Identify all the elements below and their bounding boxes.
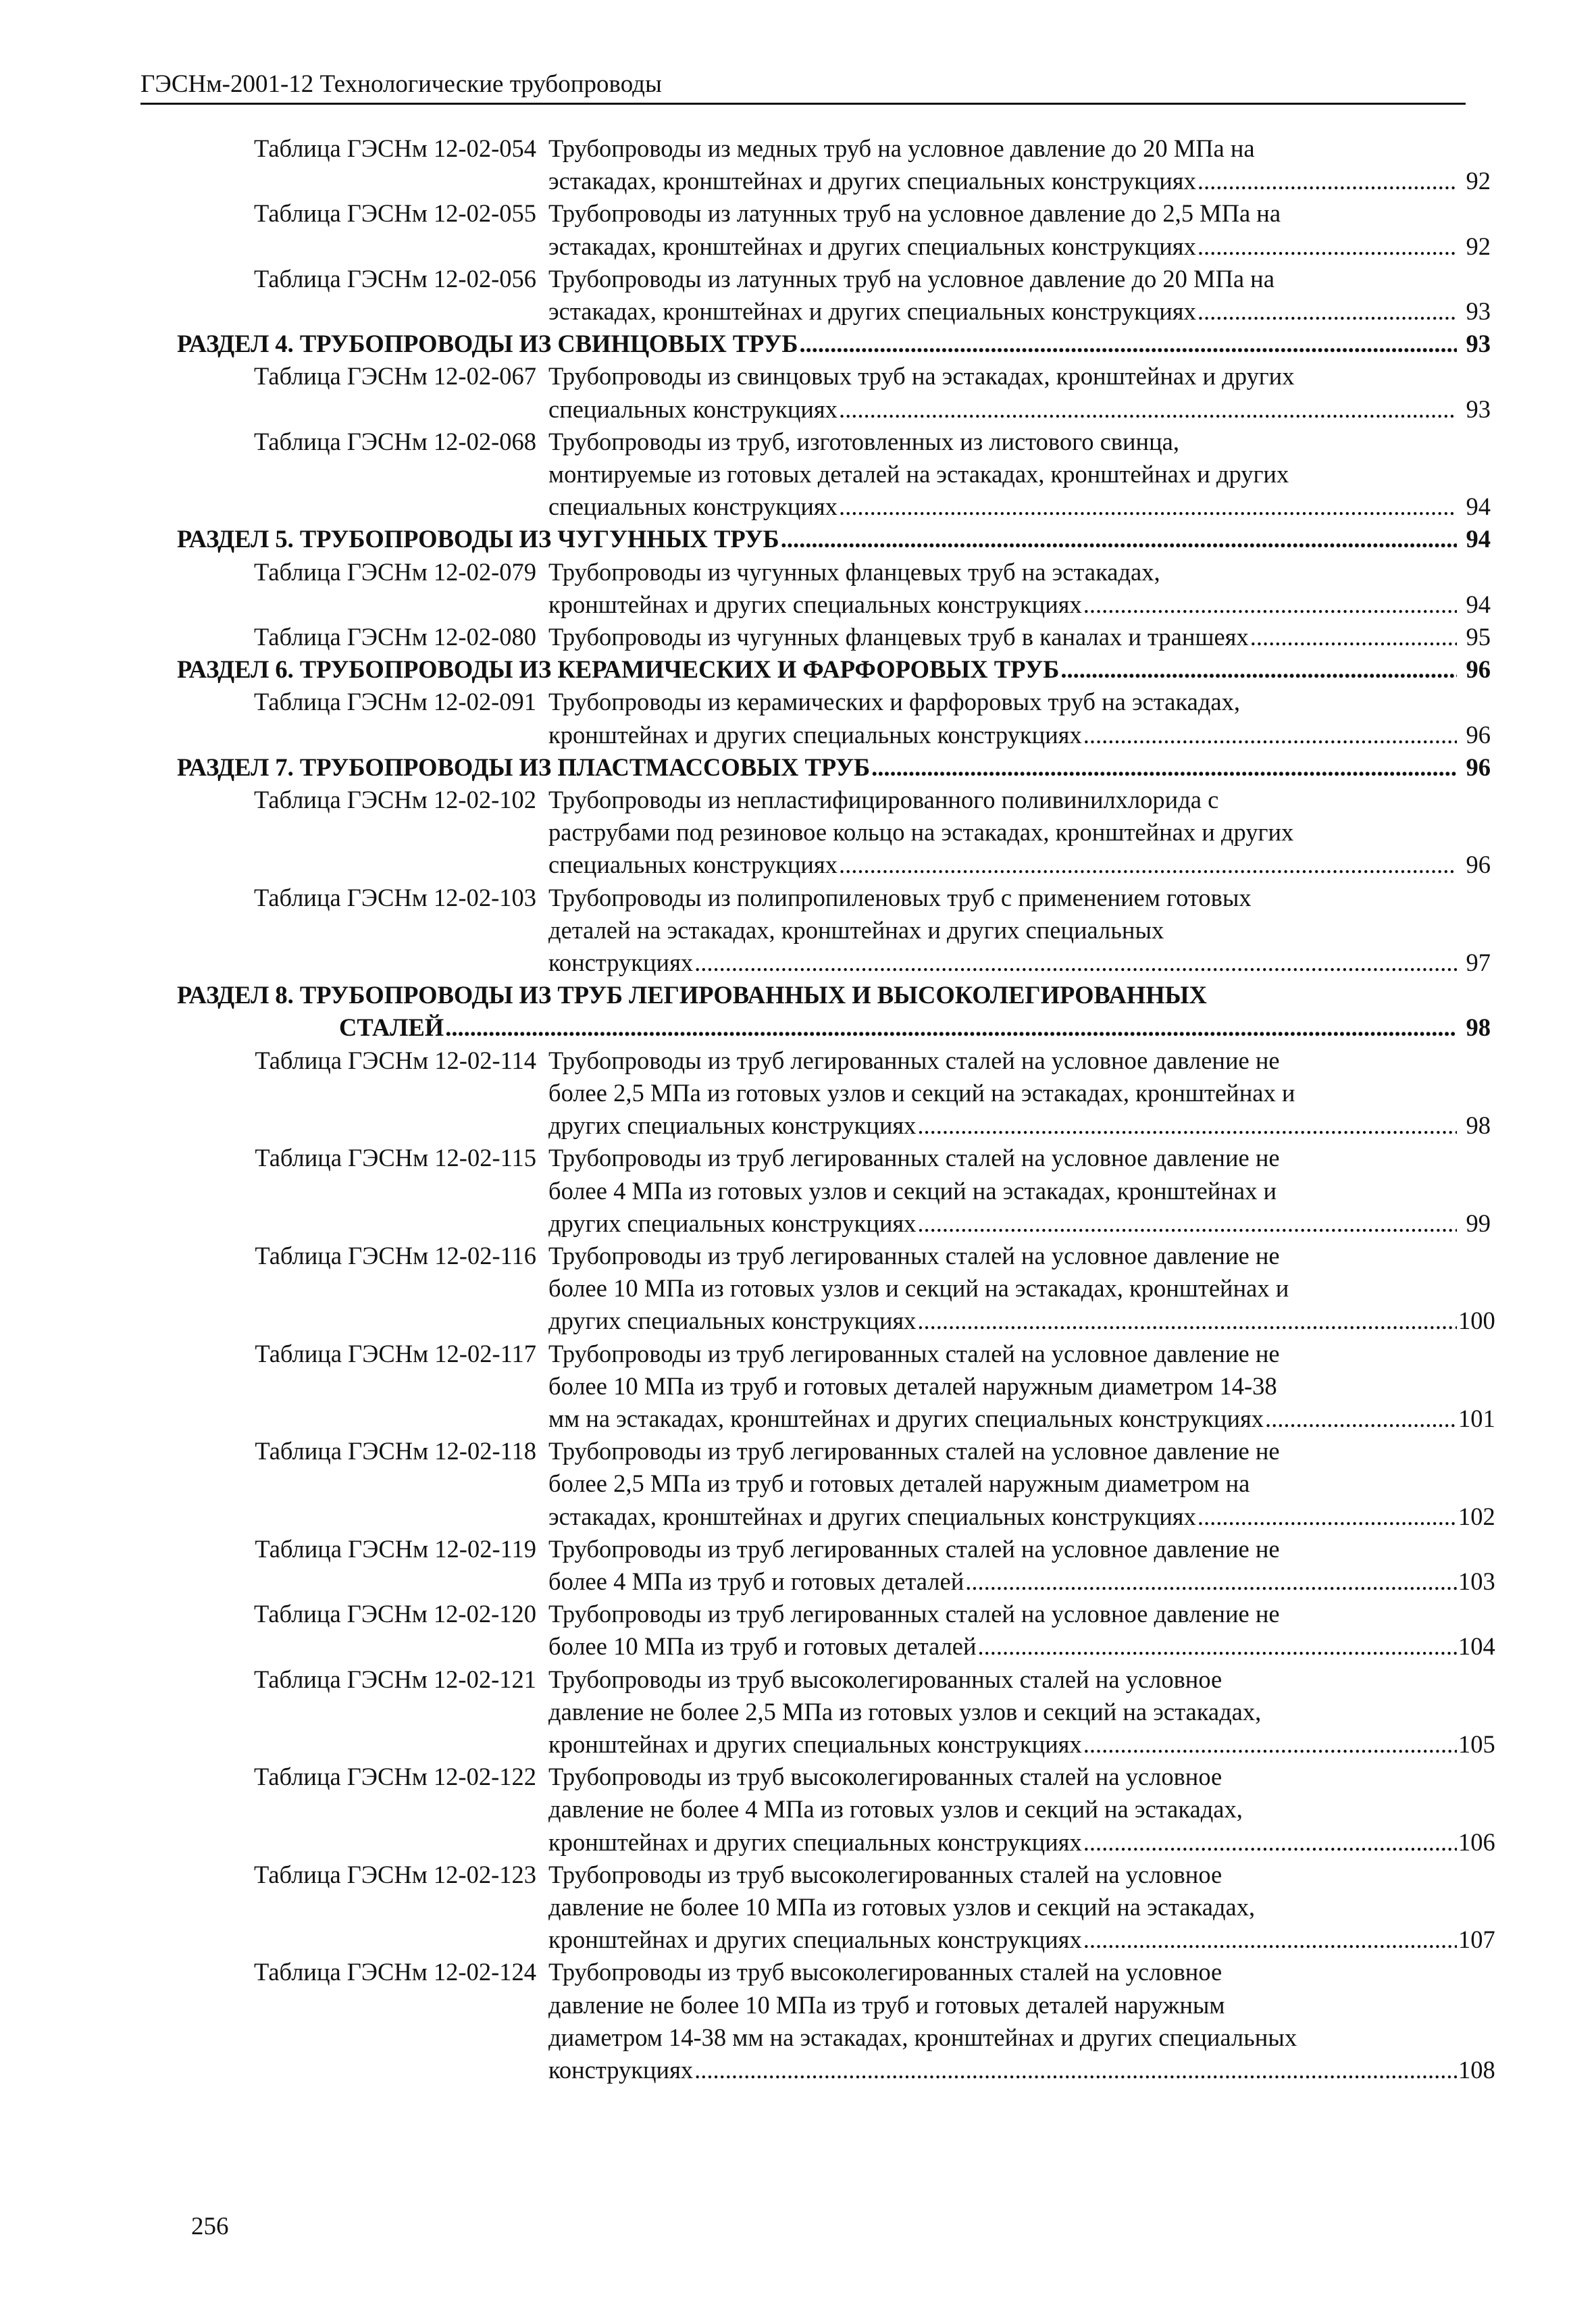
section-title-line: СТАЛЕЙ	[339, 1013, 444, 1042]
description-line: Трубопроводы из труб легированных сталей на условное давление не	[548, 1046, 1280, 1074]
toc-page-number: 94	[1466, 493, 1491, 521]
table-code: Таблица ГЭСНм 12-02-124	[253, 1958, 536, 1986]
toc-entry	[177, 1598, 1495, 1663]
table-description	[548, 882, 1491, 980]
dot-leader	[1083, 1728, 1457, 1761]
description-line: давление не более 2,5 МПа из готовых узлов и секций на эстакадах,	[548, 1697, 1262, 1726]
toc-entry	[177, 132, 1491, 197]
toc-entry	[177, 1663, 1495, 1761]
description-line: кронштейнах и других специальных конструкциях	[548, 590, 1082, 618]
toc-page-number: 101	[1458, 1404, 1495, 1432]
table-description	[548, 1045, 1491, 1142]
toc-entry	[177, 426, 1491, 524]
table-code: Таблица ГЭСНм 12-02-115	[255, 1144, 536, 1172]
section-title-line: РАЗДЕЛ 6. ТРУБОПРОВОДЫ ИЗ КЕРАМИЧЕСКИХ И ФАРФОРОВЫХ ТРУБ	[177, 655, 1060, 684]
dot-leader	[1198, 165, 1457, 197]
table-description	[548, 1956, 1495, 2086]
description-line: диаметром 14-38 мм на эстакадах, кронштейнах и других специальных	[548, 2023, 1297, 2051]
description-line: раструбами под резиновое кольцо на эстакадах, кронштейнах и других	[548, 818, 1294, 847]
description-line: конструкциях	[548, 949, 694, 977]
toc-page-number: 96	[1466, 720, 1491, 749]
description-line: Трубопроводы из латунных труб на условное давление до 2,5 МПа на	[548, 199, 1281, 228]
description-line: Трубопроводы из труб легированных сталей на условное давление не	[548, 1600, 1280, 1628]
description-line: конструкциях	[548, 2055, 694, 2084]
description-line: Трубопроводы из труб высоколегированных сталей на условное	[548, 1763, 1222, 1791]
description-line: Трубопроводы из труб легированных сталей на условное давление не	[548, 1437, 1280, 1465]
section-title-line: РАЗДЕЛ 7. ТРУБОПРОВОДЫ ИЗ ПЛАСТМАССОВЫХ ТРУБ	[177, 753, 871, 781]
header-title: ГЭСНм-2001-12 Технологические трубопроводы	[140, 70, 662, 98]
dot-leader	[1083, 719, 1457, 751]
description-line: Трубопроводы из труб легированных сталей на условное давление не	[548, 1241, 1280, 1269]
description-line: специальных конструкциях	[548, 493, 838, 521]
toc-section-heading	[177, 653, 1491, 686]
table-code: Таблица ГЭСНм 12-02-103	[253, 883, 536, 911]
dot-leader	[1198, 230, 1457, 263]
table-description	[548, 1533, 1495, 1598]
dot-leader	[839, 491, 1457, 523]
table-code: Таблица ГЭСНм 12-02-080	[253, 623, 536, 651]
dot-leader	[1250, 621, 1457, 653]
table-code: Таблица ГЭСНм 12-02-056	[253, 264, 536, 293]
toc-section-heading	[177, 979, 1491, 1044]
description-line: Трубопроводы из труб легированных сталей на условное давление не	[548, 1144, 1280, 1172]
dot-leader	[799, 328, 1457, 360]
description-line: более 10 МПа из готовых узлов и секций на эстакадах, кронштейнах и	[548, 1274, 1289, 1303]
toc-entry	[177, 1435, 1495, 1533]
description-line: более 2,5 МПа из готовых узлов и секций на эстакадах, кронштейнах и	[548, 1078, 1295, 1107]
table-description	[548, 556, 1491, 621]
dot-leader	[839, 849, 1457, 881]
table-code: Таблица ГЭСНм 12-02-122	[253, 1763, 536, 1791]
table-description	[548, 1435, 1495, 1533]
toc-page-number: 96	[1466, 753, 1491, 781]
description-line: Трубопроводы из труб, изготовленных из листового свинца,	[548, 427, 1179, 455]
dot-leader	[839, 393, 1457, 426]
table-of-contents	[177, 132, 1495, 2086]
dot-leader	[917, 1109, 1457, 1142]
description-line: эстакадах, кронштейнах и других специальных конструкциях	[548, 1502, 1196, 1530]
table-description	[548, 132, 1491, 197]
description-line: кронштейнах и других специальных конструкциях	[548, 1926, 1082, 1954]
toc-page-number: 94	[1466, 525, 1491, 553]
description-line: деталей на эстакадах, кронштейнах и других специальных	[548, 915, 1164, 944]
section-title-line: РАЗДЕЛ 8. ТРУБОПРОВОДЫ ИЗ ТРУБ ЛЕГИРОВАННЫХ И ВЫСОКОЛЕГИРОВАННЫХ	[177, 981, 1207, 1009]
table-description	[548, 426, 1491, 524]
table-code: Таблица ГЭСНм 12-02-114	[255, 1046, 536, 1074]
description-line: эстакадах, кронштейнах и других специальных конструкциях	[548, 297, 1196, 326]
table-code: Таблица ГЭСНм 12-02-116	[255, 1241, 536, 1269]
toc-entry	[177, 263, 1491, 328]
table-description	[548, 1859, 1495, 1957]
toc-entry	[177, 556, 1491, 621]
toc-page-number: 98	[1466, 1111, 1491, 1140]
dot-leader	[965, 1565, 1457, 1598]
toc-page-number: 97	[1466, 949, 1491, 977]
dot-leader	[694, 2054, 1457, 2086]
table-description	[548, 263, 1491, 328]
description-line: более 4 МПа из труб и готовых деталей	[548, 1567, 964, 1595]
description-line: кронштейнах и других специальных конструкциях	[548, 1828, 1082, 1856]
description-line: давление не более 10 МПа из готовых узлов и секций на эстакадах,	[548, 1892, 1256, 1921]
dot-leader	[917, 1207, 1457, 1240]
toc-page-number: 106	[1458, 1828, 1495, 1856]
description-line: более 10 МПа из труб и готовых деталей	[548, 1632, 977, 1661]
toc-entry	[177, 1956, 1495, 2086]
description-line: давление не более 4 МПа из готовых узлов и секций на эстакадах,	[548, 1795, 1243, 1823]
toc-entry	[177, 621, 1491, 653]
table-code: Таблица ГЭСНм 12-02-102	[253, 786, 536, 814]
toc-section-heading	[177, 328, 1491, 360]
description-line: Трубопроводы из свинцовых труб на эстакадах, кронштейнах и других	[548, 362, 1295, 391]
description-line: эстакадах, кронштейнах и других специальных конструкциях	[548, 167, 1196, 195]
table-description	[548, 784, 1491, 882]
description-line: специальных конструкциях	[548, 395, 838, 423]
toc-page-number: 96	[1466, 851, 1491, 879]
description-line: Трубопроводы из керамических и фарфоровых труб на эстакадах,	[548, 688, 1240, 716]
description-line: Трубопроводы из чугунных фланцевых труб в каналах и траншеях	[548, 623, 1249, 651]
table-description	[548, 1142, 1491, 1240]
toc-entry	[177, 1045, 1491, 1142]
description-line: давление не более 10 МПа из труб и готовых деталей наружным	[548, 1990, 1225, 2019]
description-line: более 2,5 МПа из труб и готовых деталей наружным диаметром на	[548, 1469, 1250, 1498]
toc-page-number: 92	[1466, 232, 1491, 260]
dot-leader	[978, 1630, 1457, 1663]
description-line: других специальных конструкциях	[548, 1209, 917, 1237]
table-code: Таблица ГЭСНм 12-02-119	[255, 1534, 536, 1563]
table-description	[548, 1598, 1495, 1663]
description-line: кронштейнах и других специальных конструкциях	[548, 1730, 1082, 1758]
dot-leader	[694, 947, 1457, 979]
dot-leader	[445, 1011, 1457, 1044]
toc-page-number: 96	[1466, 655, 1491, 684]
toc-page-number: 107	[1458, 1926, 1495, 1954]
toc-page-number: 99	[1466, 1209, 1491, 1237]
toc-page-number: 105	[1458, 1730, 1495, 1758]
toc-page-number: 93	[1466, 330, 1491, 358]
description-line: Трубопроводы из чугунных фланцевых труб на эстакадах,	[548, 557, 1160, 586]
toc-section-heading	[177, 523, 1491, 555]
description-line: Трубопроводы из непластифицированного поливинилхлорида с	[548, 786, 1219, 814]
table-description	[548, 197, 1491, 262]
table-code: Таблица ГЭСНм 12-02-117	[255, 1339, 536, 1367]
toc-entry	[177, 1240, 1495, 1338]
description-line: других специальных конструкциях	[548, 1111, 917, 1140]
dot-leader	[1060, 653, 1457, 686]
description-line: Трубопроводы из медных труб на условное давление до 20 МПа на	[548, 134, 1255, 162]
table-code: Таблица ГЭСНм 12-02-067	[253, 362, 536, 391]
toc-entry	[177, 360, 1491, 425]
section-title-line: РАЗДЕЛ 5. ТРУБОПРОВОДЫ ИЗ ЧУГУННЫХ ТРУБ	[177, 525, 779, 553]
toc-entry	[177, 197, 1491, 262]
description-line: более 10 МПа из труб и готовых деталей наружным диаметром 14-38	[548, 1372, 1277, 1400]
description-line: Трубопроводы из труб высоколегированных сталей на условное	[548, 1860, 1222, 1888]
dot-leader	[871, 751, 1457, 784]
toc-entry	[177, 1761, 1495, 1859]
toc-page-number: 98	[1466, 1013, 1491, 1042]
description-line: мм на эстакадах, кронштейнах и других специальных конструкциях	[548, 1404, 1264, 1432]
dot-leader	[781, 523, 1457, 555]
table-description	[548, 621, 1491, 653]
toc-page-number: 108	[1458, 2055, 1495, 2084]
toc-entry	[177, 784, 1491, 882]
toc-page-number: 93	[1466, 395, 1491, 423]
table-description	[548, 1240, 1495, 1338]
table-code: Таблица ГЭСНм 12-02-079	[253, 557, 536, 586]
dot-leader	[1083, 1826, 1457, 1859]
running-header	[140, 68, 1466, 105]
table-code: Таблица ГЭСНм 12-02-091	[253, 688, 536, 716]
description-line: специальных конструкциях	[548, 851, 838, 879]
dot-leader	[917, 1305, 1457, 1337]
table-code: Таблица ГЭСНм 12-02-118	[255, 1437, 536, 1465]
toc-page-number: 104	[1458, 1632, 1495, 1661]
description-line: эстакадах, кронштейнах и других специальных конструкциях	[548, 232, 1196, 260]
description-line: Трубопроводы из полипропиленовых труб с применением готовых	[548, 883, 1252, 911]
toc-entry	[177, 1533, 1495, 1598]
description-line: Трубопроводы из труб высоколегированных сталей на условное	[548, 1665, 1222, 1693]
dot-leader	[1198, 1501, 1457, 1533]
table-code: Таблица ГЭСНм 12-02-068	[253, 427, 536, 455]
toc-entry	[177, 686, 1491, 751]
toc-page-number: 100	[1458, 1307, 1495, 1335]
table-description	[548, 1761, 1495, 1859]
toc-page-number: 93	[1466, 297, 1491, 326]
toc-section-heading	[177, 751, 1491, 784]
description-line: монтируемые из готовых деталей на эстакадах, кронштейнах и других	[548, 460, 1289, 488]
toc-page-number: 94	[1466, 590, 1491, 618]
description-line: Трубопроводы из латунных труб на условное давление до 20 МПа на	[548, 264, 1275, 293]
description-line: более 4 МПа из готовых узлов и секций на эстакадах, кронштейнах и	[548, 1176, 1277, 1205]
toc-page-number: 102	[1458, 1502, 1495, 1530]
table-description	[548, 1338, 1495, 1436]
table-description	[548, 686, 1491, 751]
table-description	[548, 1663, 1495, 1761]
description-line: других специальных конструкциях	[548, 1307, 917, 1335]
description-line: Трубопроводы из труб легированных сталей на условное давление не	[548, 1534, 1280, 1563]
toc-entry	[177, 1142, 1491, 1240]
toc-page-number: 103	[1458, 1567, 1495, 1595]
table-code: Таблица ГЭСНм 12-02-121	[253, 1665, 536, 1693]
toc-page-number: 95	[1466, 623, 1491, 651]
description-line: кронштейнах и других специальных конструкциях	[548, 720, 1082, 749]
table-code: Таблица ГЭСНм 12-02-055	[253, 199, 536, 228]
table-code: Таблица ГЭСНм 12-02-120	[253, 1600, 536, 1628]
dot-leader	[1198, 295, 1457, 328]
table-code: Таблица ГЭСНм 12-02-054	[253, 134, 536, 162]
toc-entry	[177, 1338, 1495, 1436]
table-description	[548, 360, 1491, 425]
page-number: 256	[191, 2213, 229, 2240]
dot-leader	[1083, 588, 1457, 621]
dot-leader	[1265, 1403, 1457, 1435]
description-line: Трубопроводы из труб легированных сталей на условное давление не	[548, 1339, 1280, 1367]
section-title-line: РАЗДЕЛ 4. ТРУБОПРОВОДЫ ИЗ СВИНЦОВЫХ ТРУБ	[177, 330, 798, 358]
toc-page-number: 92	[1466, 167, 1491, 195]
dot-leader	[1083, 1923, 1457, 1956]
toc-entry	[177, 882, 1491, 980]
description-line: Трубопроводы из труб высоколегированных сталей на условное	[548, 1958, 1222, 1986]
toc-entry	[177, 1859, 1495, 1957]
table-code: Таблица ГЭСНм 12-02-123	[253, 1860, 536, 1888]
